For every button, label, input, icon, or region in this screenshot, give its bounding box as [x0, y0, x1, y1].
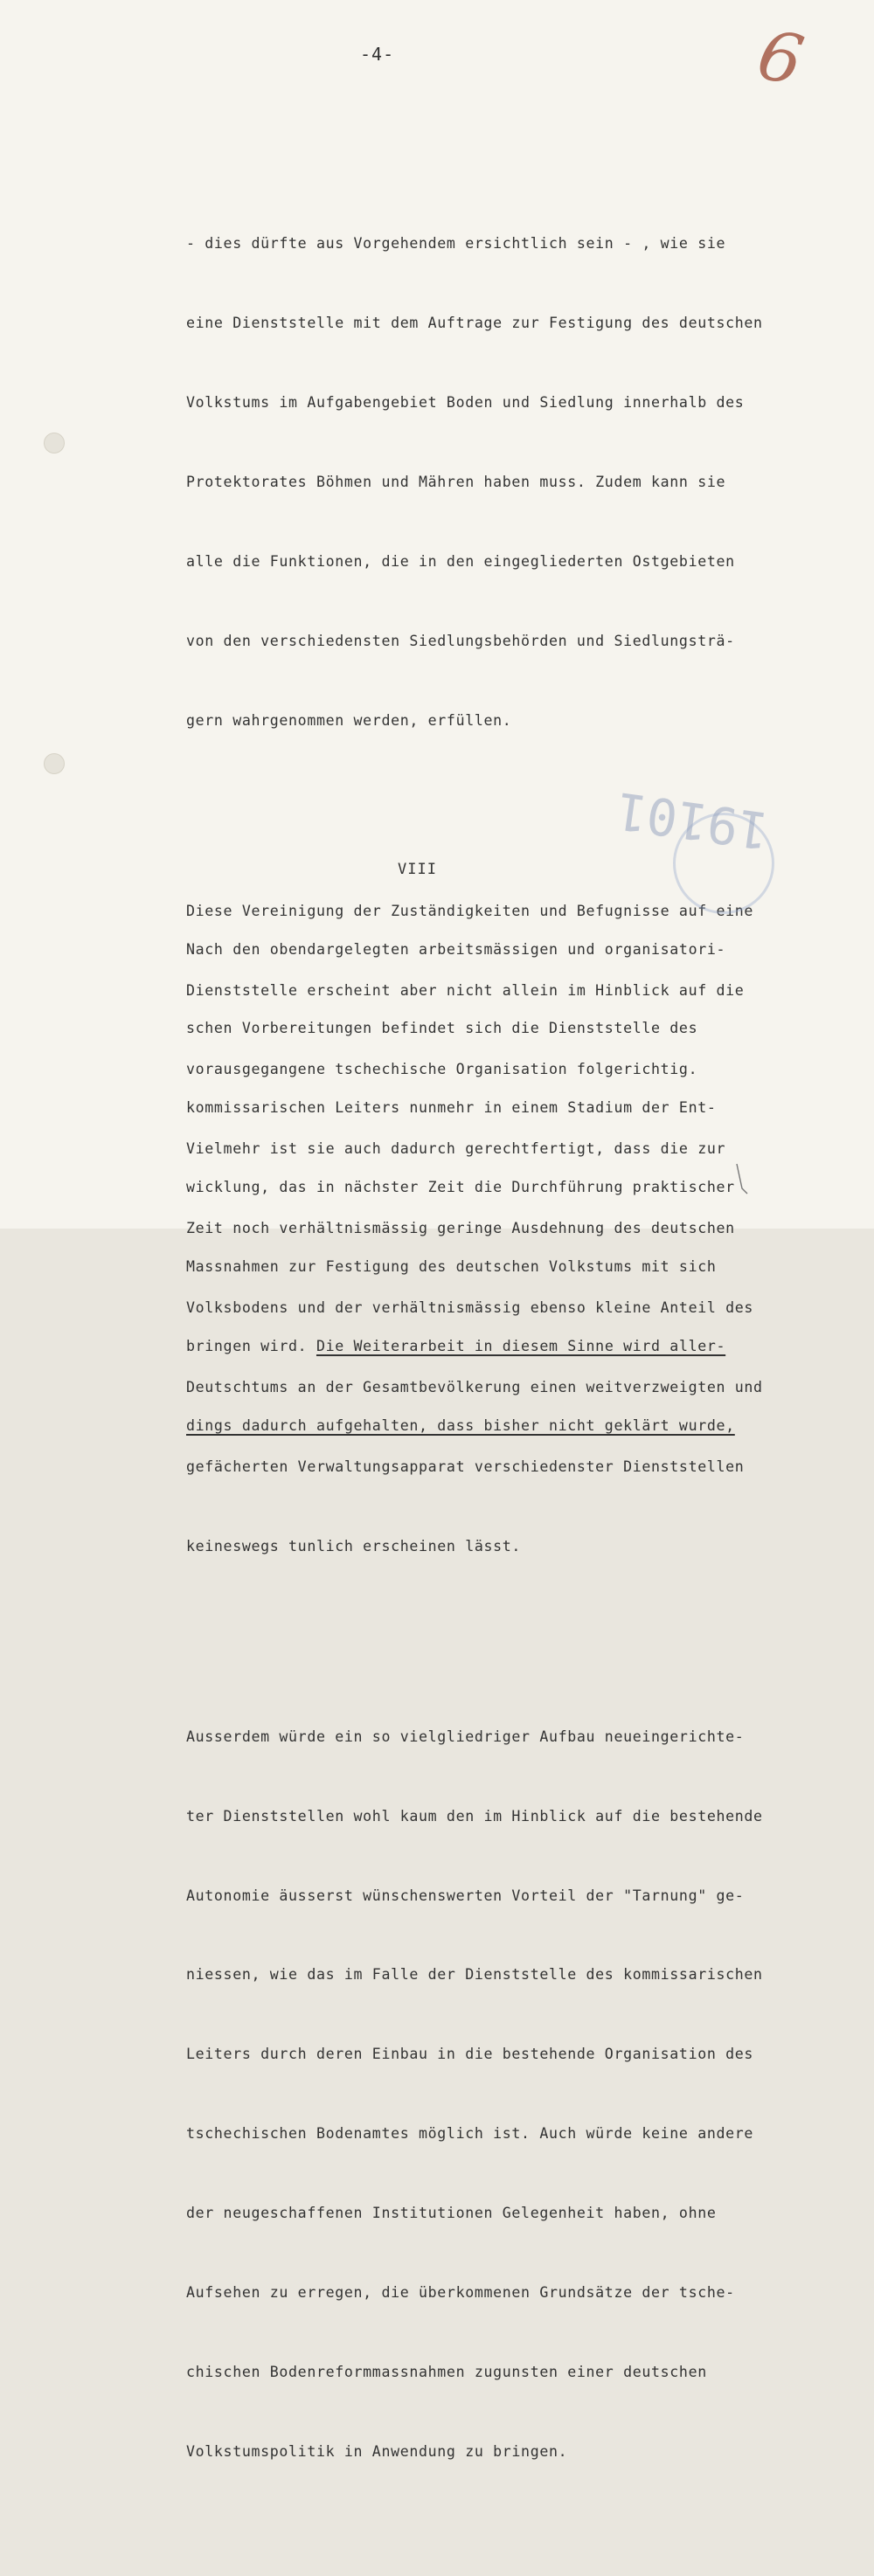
text-line: Volkstumspolitik in Anwendung zu bringen.	[186, 2442, 568, 2460]
text-line: - dies dürfte aus Vorgehendem ersichtlich sein - , wie sie	[186, 235, 726, 253]
punch-hole-top	[44, 433, 65, 454]
text-line: tschechischen Bodenamtes möglich ist. Auch würde keine andere	[186, 2125, 754, 2143]
text-line: wicklung, das in nächster Zeit die Durchführung praktischer	[186, 1179, 735, 1196]
text-line: gern wahrgenommen werden, erfüllen.	[186, 711, 512, 729]
text-line: Massnahmen zur Festigung des deutschen Volkstums mit sich	[186, 1258, 717, 1276]
text-line: Leiters durch deren Einbau in die bestehende Organisation des	[186, 2046, 754, 2063]
text-line: Dienststelle erscheint aber nicht allein im Hinblick auf die	[186, 981, 745, 999]
text-line: Ausserdem würde ein so vielgliedriger Aufbau neueingerichte-	[186, 1728, 745, 1745]
underlined-text-line: dings dadurch aufgehalten, dass bisher nicht geklärt wurde,	[186, 1416, 735, 1434]
text-line: gefächerten Verwaltungsapparat verschiedenster Dienststellen	[186, 1458, 745, 1475]
pencil-tick-mark	[734, 1162, 750, 1197]
text-line: Autonomie äusserst wünschenswerten Vorteil der "Tarnung" ge-	[186, 1887, 745, 1904]
text-line: niessen, wie das im Falle der Dienststelle des kommissarischen	[186, 1966, 763, 1984]
text-line: Nach den obendargelegten arbeitsmässigen und organisatori-	[186, 940, 726, 958]
paragraph-1	[186, 178, 833, 787]
handwritten-folio-number: 6	[751, 15, 810, 102]
text-line: kommissarischen Leiters nunmehr in einem Stadium der Ent-	[186, 1099, 717, 1117]
text-line-mixed	[186, 1333, 833, 1360]
text-line: eine Dienststelle mit dem Auftrage zur Festigung des deutschen	[186, 315, 763, 332]
text-line: Deutschtums an der Gesamtbevölkerung einen weitverzweigten und	[186, 1378, 763, 1395]
underlined-text: Die Weiterarbeit in diesem Sinne wird aller-	[316, 1338, 726, 1355]
text-plain: bringen wird.	[186, 1338, 316, 1355]
text-line: alle die Funktionen, die in den eingegliederten Ostgebieten	[186, 552, 735, 570]
text-line: Volkstums im Aufgabengebiet Boden und Siedlung innerhalb des	[186, 393, 745, 411]
text-line: schen Vorbereitungen befindet sich die Dienststelle des	[186, 1020, 698, 1037]
text-line: von den verschiedensten Siedlungsbehörden und Siedlungsträ-	[186, 632, 735, 649]
text-line: Vielmehr ist sie auch dadurch gerechtfertigt, dass die zur	[186, 1140, 726, 1158]
text-line: vorausgegangene tschechische Organisation folgerichtig.	[186, 1061, 698, 1078]
text-line: Zeit noch verhältnismässig geringe Ausdehnung des deutschen	[186, 1220, 735, 1237]
paragraph-3	[186, 1671, 833, 2518]
archive-stamp-number: 19101	[613, 780, 773, 861]
section-heading-viii: VIII	[398, 861, 437, 878]
text-line: Protektorates Böhmen und Mähren haben muss. Zudem kann sie	[186, 473, 726, 490]
text-line: keineswegs tunlich erscheinen lässt.	[186, 1537, 522, 1555]
punch-hole-bottom	[44, 753, 65, 774]
text-line: Aufsehen zu erregen, die überkommenen Grundsätze der tsche-	[186, 2284, 735, 2302]
text-line: ter Dienststellen wohl kaum den im Hinblick auf die bestehende	[186, 1807, 763, 1825]
text-line: Volksbodens und der verhältnismässig ebenso kleine Anteil des	[186, 1299, 754, 1317]
page-number: -4-	[360, 44, 395, 65]
text-line: chischen Bodenreformmassnahmen zugunsten einer deutschen	[186, 2363, 707, 2380]
text-line: Diese Vereinigung der Zuständigkeiten und Befugnisse auf eine	[186, 902, 754, 919]
text-line: der neugeschaffenen Institutionen Gelegenheit haben, ohne	[186, 2205, 717, 2222]
